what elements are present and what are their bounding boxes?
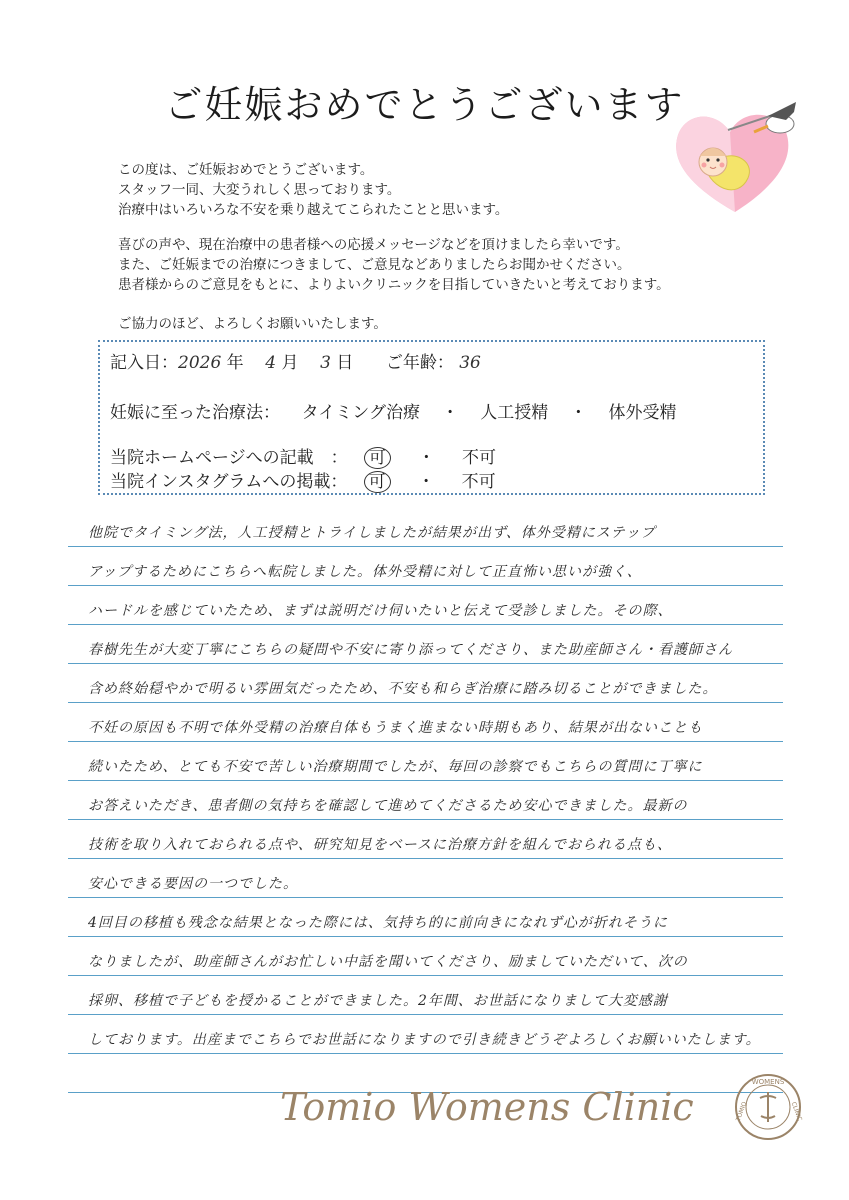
message-line [68, 703, 783, 742]
separator: ・ [417, 472, 435, 492]
separator: ・ [441, 403, 459, 423]
date-age-row [110, 348, 481, 373]
message-line-text: ハードルを感じていたため、まずは説明だけ伺いたいと伝えて受診しました。その際、 [88, 603, 673, 619]
message-line [68, 547, 783, 586]
date-month: 4 [265, 353, 277, 373]
message-line [68, 937, 783, 976]
intro-line: また、ご妊娠までの治療につきまして、ご意見などありましたらお聞かせください。 [118, 257, 631, 273]
message-line-text: お答えいただき、患者側の気持ちを確認して進めてくださるため安心できました。最新の [88, 798, 688, 814]
message-line-text: 含め終始穏やかで明るい雰囲気だったため、不安も和らぎ治療に踏み切ることができました。 [88, 681, 718, 697]
message-line [68, 508, 783, 547]
message-line-text: しております。出産までこちらでお世話になりますので引き続きどうぞよろしくお願いいたします。 [88, 1032, 761, 1048]
separator: ・ [569, 403, 587, 423]
seal-text-top: WOMENS [751, 1078, 785, 1086]
message-line [68, 1015, 783, 1054]
clinic-seal-logo [733, 1072, 803, 1142]
message-line [68, 625, 783, 664]
message-line-text: なりましたが、助産師さんがお忙しい中話を聞いてくださり、励ましていただいて、次の [88, 954, 688, 970]
treatment-row [110, 398, 676, 423]
message-line-text: 技術を取り入れておられる点や、研究知見をベースに治療方針を組んでおられる点も、 [88, 837, 673, 853]
treatment-option-ivf: 体外受精 [608, 403, 677, 423]
instagram-consent-row [110, 467, 496, 493]
message-line [68, 859, 783, 898]
date-year: 2026 [178, 353, 222, 373]
date-label: 記入日： [110, 353, 178, 373]
seal-text-left: TOMIO [734, 1100, 749, 1123]
message-line-text: 4回目の移植も残念な結果となった際には、気持ち的に前向きになれず心が折れそうに [88, 915, 668, 931]
message-line-text: 不妊の原因も不明で体外受精の治療自体もうまく進まない時期もあり、結果が出ないことも [88, 720, 703, 736]
homepage-allow-circled: 可 [364, 447, 391, 469]
message-line [68, 820, 783, 859]
message-line-text: 安心できる要因の一つでした。 [88, 876, 298, 892]
separator: ・ [417, 448, 435, 468]
message-line [68, 781, 783, 820]
intro-line: 患者様からのご意見をもとに、よりよいクリニックを目指していきたいと考えております。 [118, 277, 670, 293]
message-line-text: アップするためにこちらへ転院しました。体外受精に対して正直怖い思いが強く、 [88, 564, 642, 580]
intro-line: この度は、ご妊娠おめでとうございます。 [118, 162, 374, 178]
message-line [68, 586, 783, 625]
age-value: 36 [459, 353, 481, 373]
message-line-text: 春樹先生が大変丁寧にこちらの疑問や不安に寄り添ってくださり、また助産師さん・看護師さん [88, 642, 733, 658]
age-label: ご年齢： [385, 353, 454, 373]
intro-line: スタッフ一同、大変うれしく思っております。 [118, 182, 401, 198]
treatment-option-timing: タイミング治療 [301, 403, 420, 423]
message-line [68, 898, 783, 937]
message-lines [68, 508, 783, 1093]
message-line [68, 664, 783, 703]
intro-paragraph-1 [118, 160, 508, 220]
message-line [68, 742, 783, 781]
message-line [68, 976, 783, 1015]
instagram-label: 当院インスタグラムへの掲載： [110, 472, 348, 492]
treatment-label: 妊娠に至った治療法： [110, 403, 280, 423]
intro-paragraph-2 [118, 235, 670, 295]
day-unit: 日 [336, 353, 354, 373]
date-day: 3 [320, 353, 331, 373]
homepage-consent-row [110, 443, 496, 469]
homepage-disallow: 不可 [461, 448, 496, 468]
treatment-option-iui: 人工授精 [480, 403, 549, 423]
month-unit: 月 [281, 353, 299, 373]
page-title: ご妊娠おめでとうございます [164, 83, 685, 127]
stork-baby-illustration [668, 100, 803, 220]
year-unit: 年 [226, 353, 244, 373]
seal-text-right: CLINIC [789, 1101, 803, 1122]
message-line-text: 続いたため、とても不安で苦しい治療期間でしたが、毎回の診察でもこちらの質問に丁寧に [88, 759, 703, 775]
message-line-text: 採卵、移植で子どもを授かることができました。2年間、お世話になりまして大変感謝 [88, 993, 668, 1009]
intro-closing: ご協力のほど、よろしくお願いいたします。 [118, 316, 387, 332]
homepage-label: 当院ホームページへの記載 ： [110, 448, 348, 468]
instagram-disallow: 不可 [461, 472, 496, 492]
intro-line: 喜びの声や、現在治療中の患者様への応援メッセージなどを頂けましたら幸いです。 [118, 237, 629, 253]
clinic-name-logo: Tomio Womens Clinic [280, 1085, 694, 1129]
intro-line: 治療中はいろいろな不安を乗り越えてこられたことと思います。 [118, 202, 509, 218]
instagram-allow-circled: 可 [364, 471, 391, 493]
message-line-text: 他院でタイミング法，人工授精とトライしましたが結果が出ず、体外受精にステップ [88, 525, 656, 541]
